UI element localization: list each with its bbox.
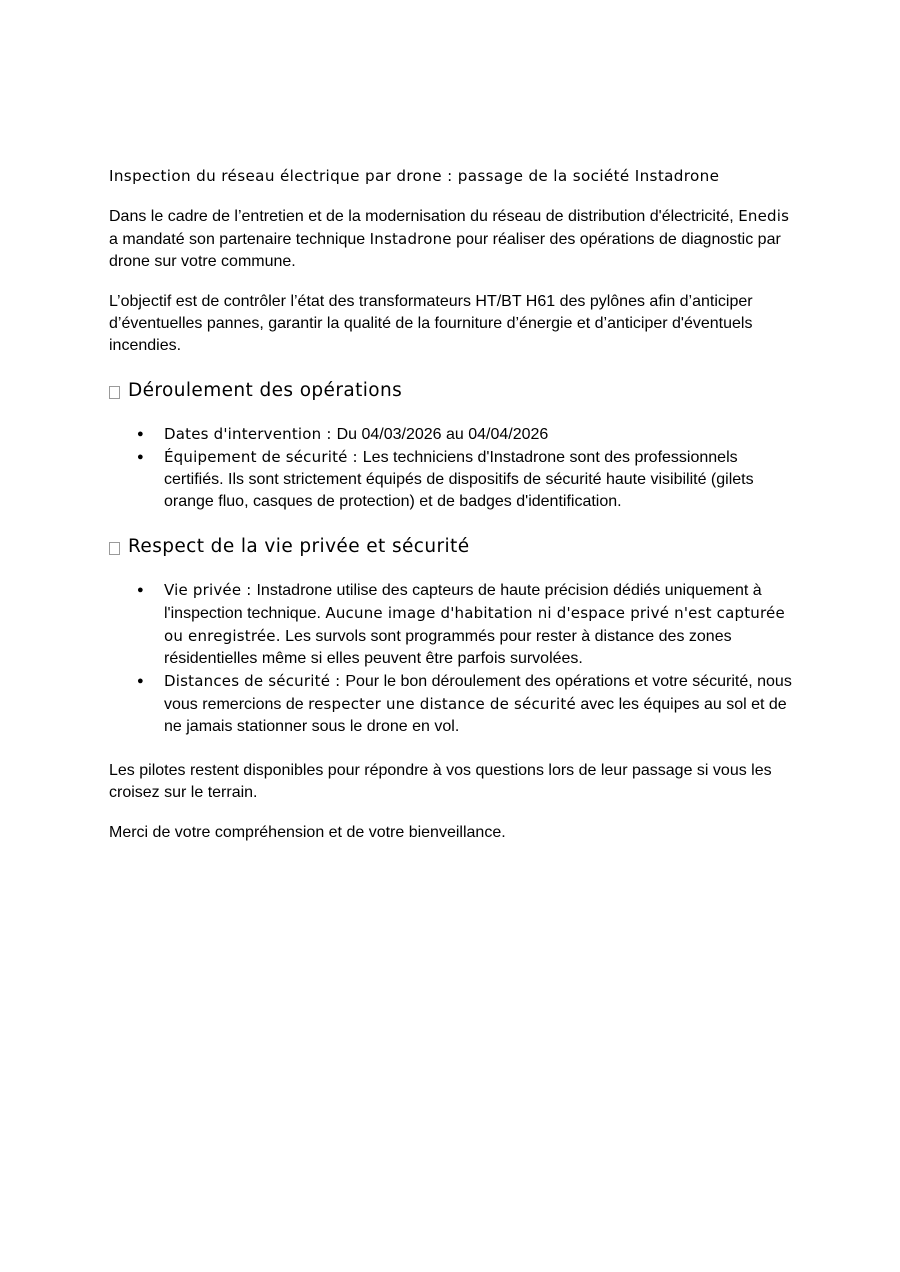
intro-text: a mandaté son partenaire technique <box>109 231 370 248</box>
item-text: Du 04/03/2026 au 04/04/2026 <box>336 426 549 443</box>
privacy-list <box>109 579 799 738</box>
list-item <box>109 670 799 738</box>
item-text: Les techniciens d'Instadrone sont des professionnels certifiés. Ils sont strictement équipés de dispositifs de sécurité haute visibilité (gilets orange fluo, casques de protection) et de badges d'identification. <box>164 449 754 510</box>
bullet-icon: ● <box>137 428 144 440</box>
item-text: Les survols sont programmés pour rester à distance des zones résidentielles même si elles peuvent être parfois survolées. <box>164 628 732 667</box>
item-label: Dates d'intervention : <box>164 425 337 443</box>
item-text-emphasis: Aucune image d'habitation ni d'espace privé n'est capturée ou enregistrée. <box>164 604 785 645</box>
item-label: Distances de sécurité : <box>164 672 346 690</box>
item-label: Équipement de sécurité : <box>164 448 363 466</box>
intro-text: Dans le cadre de l’entretien et de la modernisation du réseau de distribution d'électricité, <box>109 208 739 225</box>
item-label: Vie privée : <box>164 581 257 599</box>
intro-text: pour réaliser des opérations de diagnostic par drone sur votre commune. <box>109 231 781 270</box>
closing-paragraph-2: Merci de votre compréhension et de votre bienveillance. <box>109 824 506 841</box>
closing-paragraph-1: Les pilotes restent disponibles pour répondre à vos questions lors de leur passage si vous les croisez sur le terrain. <box>109 762 772 801</box>
intro-paragraph-1 <box>109 205 799 273</box>
list-item <box>109 579 799 670</box>
section-heading-text: Déroulement des opérations <box>128 380 403 401</box>
section-heading-text: Respect de la vie privée et sécurité <box>128 536 470 557</box>
list-item <box>109 446 799 513</box>
bullet-icon: ● <box>137 675 144 687</box>
section-heading-privacy <box>109 534 799 560</box>
intro-paragraph-2: L’objectif est de contrôler l’état des transformateurs HT/BT H61 des pylônes afin d’anticiper d’éventuelles pannes, garantir la qualité de la fourniture d’énergie et d’anticiper d'éventuels incendies. <box>109 293 753 354</box>
item-text-emphasis: respecter une distance de sécurité <box>308 695 576 713</box>
company-name-instadrone: Instadrone <box>369 230 452 248</box>
list-item <box>109 423 799 446</box>
document-title: Inspection du réseau électrique par drone : passage de la société Instadrone <box>109 167 720 185</box>
item-text: Instadrone utilise des capteurs de haute précision dédiés uniquement à l'inspection technique. <box>164 582 762 622</box>
operations-list <box>109 423 799 513</box>
missing-glyph-box-icon <box>109 386 120 399</box>
bullet-icon: ● <box>137 451 144 463</box>
item-text: Pour le bon déroulement des opérations et votre sécurité, nous vous remercions de <box>164 673 792 713</box>
missing-glyph-box-icon <box>109 542 120 555</box>
bullet-icon: ● <box>137 584 144 596</box>
section-heading-operations <box>109 378 799 404</box>
document-page <box>109 164 799 862</box>
item-text: avec les équipes au sol et de ne jamais stationner sous le drone en vol. <box>164 696 787 735</box>
company-name-enedis: Enedis <box>738 207 790 225</box>
